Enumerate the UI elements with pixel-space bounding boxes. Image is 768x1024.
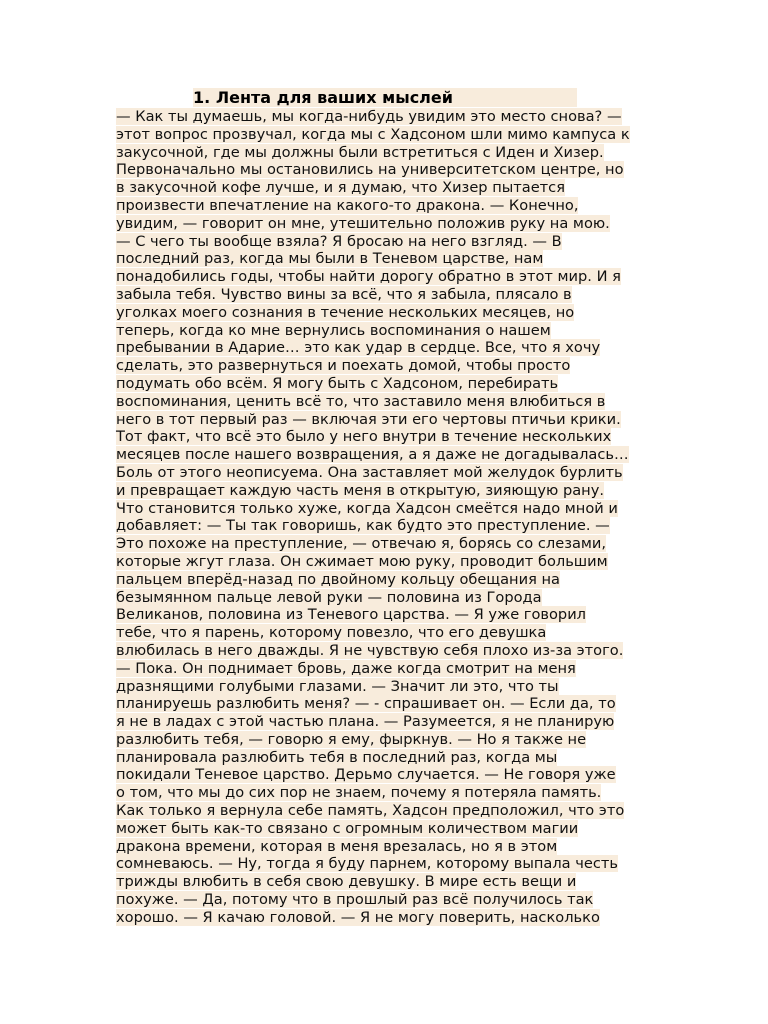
text-line — [116, 571, 661, 589]
text-line-content: Великанов, половина из Теневого царства. — Я уже говорил — [116, 606, 587, 624]
text-line-content: последний раз, когда мы были в Теневом царстве, нам — [116, 250, 544, 268]
text-line — [116, 535, 661, 553]
text-line-content: покидали Теневое царство. Дерьмо случается. — Не говоря уже — [116, 766, 616, 784]
text-line-content: воспоминания, ценить всё то, что заставило меня влюбиться в — [116, 392, 606, 410]
text-line-content: влюбилась в него дважды. Я не чувствую себя плохо из-за этого. — [116, 641, 624, 659]
text-line — [116, 838, 661, 856]
text-line-content: о том, что мы до сих пор не знаем, почему я потеряла память. — [116, 784, 602, 802]
text-line-content: уголках моего сознания в течение нескольких месяцев, но — [116, 303, 575, 321]
text-line — [116, 322, 661, 340]
text-line-content: я не в ладах с этой частью плана. — Разумеется, я не планирую — [116, 713, 615, 731]
text-line-content: тебе, что я парень, которому повезло, что его девушка — [116, 624, 547, 642]
text-line-content: и превращает каждую часть меня в открытую, зияющую рану. — [116, 481, 604, 499]
text-line — [116, 446, 661, 464]
text-line-content: Что становится только хуже, когда Хадсон смеётся надо мной и — [116, 499, 618, 517]
text-line-content: месяцев после нашего возвращения, а я даже не догадывалась… — [116, 446, 629, 464]
text-line — [116, 820, 661, 838]
chapter-body — [116, 108, 661, 927]
text-line — [116, 606, 661, 624]
text-line-content: которые жгут глаза. Он сжимает мою руку, проводит большим — [116, 552, 608, 570]
text-line — [116, 873, 661, 891]
text-line — [116, 126, 661, 144]
text-line-content: пальцем вперёд-назад по двойному кольцу обещания на — [116, 570, 560, 588]
text-line — [116, 749, 661, 767]
text-line — [116, 784, 661, 802]
text-line — [116, 144, 661, 162]
text-line — [116, 375, 661, 393]
chapter-title — [118, 88, 652, 108]
text-line — [116, 464, 661, 482]
text-line — [116, 233, 661, 251]
text-line-content: добавляет: — Ты так говоришь, как будто это преступление. — — [116, 517, 610, 535]
text-line-content: трижды влюбить в себя свою девушку. В мире есть вещи и — [116, 873, 577, 891]
text-line-content: разлюбить тебя, — говорю я ему, фыркнув. — Но я также не — [116, 730, 587, 748]
text-line — [116, 553, 661, 571]
text-line — [116, 161, 661, 179]
text-line-content: дракона времени, которая в меня врезалась, но я в этом — [116, 837, 558, 855]
text-line-content: хорошо. — Я качаю головой. — Я не могу поверить, насколько — [116, 908, 600, 926]
text-line-content: Тот факт, что всё это было у него внутри в течение нескольких — [116, 428, 612, 446]
text-line — [116, 891, 661, 909]
text-line — [116, 428, 661, 446]
text-line — [116, 660, 661, 678]
text-line — [116, 909, 661, 927]
text-line — [116, 411, 661, 429]
text-line — [116, 268, 661, 286]
text-line — [116, 357, 661, 375]
text-line-content: может быть как-то связано с огромным количеством магии — [116, 819, 579, 837]
text-line-content: Как только я вернула себе память, Хадсон предположил, что это — [116, 802, 625, 820]
text-line-content: увидим, — говорит он мне, утешительно положив руку на мою. — [116, 214, 610, 232]
text-line — [116, 215, 661, 233]
text-line-content: этот вопрос прозвучал, когда мы с Хадсоном шли мимо кампуса к — [116, 125, 630, 143]
text-line-content: планируешь разлюбить меня? — - спрашивает он. — Если да, то — [116, 695, 616, 713]
text-line-content: подумать обо всём. Я могу быть с Хадсоном, перебирать — [116, 374, 559, 392]
text-line — [116, 286, 661, 304]
text-line-content: него в тот первый раз — включая эти его чертовы птичьи крики. — [116, 410, 621, 428]
text-line-content: произвести впечатление на какого-то дракона. — Конечно, — [116, 196, 579, 214]
text-line-content: — С чего ты вообще взяла? Я бросаю на него взгляд. — В — [116, 232, 562, 250]
text-line-content: дразнящими голубыми глазами. — Значит ли это, что ты — [116, 677, 559, 695]
text-line-content: — Пока. Он поднимает бровь, даже когда смотрит на меня — [116, 659, 576, 677]
text-line — [116, 339, 661, 357]
text-line-content: Это похоже на преступление, — отвечаю я, борясь со слезами, — [116, 535, 607, 553]
text-line-content: — Как ты думаешь, мы когда-нибудь увидим это место снова? — — [116, 108, 622, 125]
text-line-content: безымянном пальце левой руки — половина из Города — [116, 588, 542, 606]
text-line — [116, 482, 661, 500]
text-line-content: понадобились годы, чтобы найти дорогу обратно в этот мир. И я — [116, 268, 621, 286]
text-line — [116, 766, 661, 784]
text-line — [116, 179, 661, 197]
text-line-content: планировала разлюбить тебя в последний раз, когда мы — [116, 748, 558, 766]
text-line-content: закусочной, где мы должны были встретиться с Иден и Хизер. — [116, 143, 604, 161]
text-line-content: пребывании в Адарие… это как удар в сердце. Все, что я хочу — [116, 339, 601, 357]
text-line — [116, 802, 661, 820]
text-line — [116, 517, 661, 535]
text-line — [116, 695, 661, 713]
text-line — [116, 678, 661, 696]
text-line — [116, 108, 661, 126]
text-line-content: Боль от этого неописуема. Она заставляет мой желудок бурлить — [116, 463, 623, 481]
text-line — [116, 624, 661, 642]
text-line-content: Первоначально мы остановились на университетском центре, но — [116, 161, 624, 179]
text-line — [116, 731, 661, 749]
text-line-content: теперь, когда ко мне вернулись воспоминания о нашем — [116, 321, 551, 339]
text-line — [116, 855, 661, 873]
chapter-title-text: 1. Лента для ваших мыслей — [193, 88, 577, 107]
text-line — [116, 393, 661, 411]
text-line-content: в закусочной кофе лучше, и я думаю, что Хизер пытается — [116, 179, 565, 197]
text-line — [116, 250, 661, 268]
text-line — [116, 713, 661, 731]
text-line-content: похуже. — Да, потому что в прошлый раз всё получилось так — [116, 891, 594, 909]
text-line — [116, 197, 661, 215]
text-line — [116, 304, 661, 322]
text-line-content: забыла тебя. Чувство вины за всё, что я забыла, плясало в — [116, 285, 572, 303]
text-line-content: сделать, это развернуться и поехать домой, чтобы просто — [116, 357, 571, 375]
text-line-content: сомневаюсь. — Ну, тогда я буду парнем, которому выпала честь — [116, 855, 618, 873]
text-line — [116, 500, 661, 518]
text-line — [116, 642, 661, 660]
text-line — [116, 589, 661, 607]
